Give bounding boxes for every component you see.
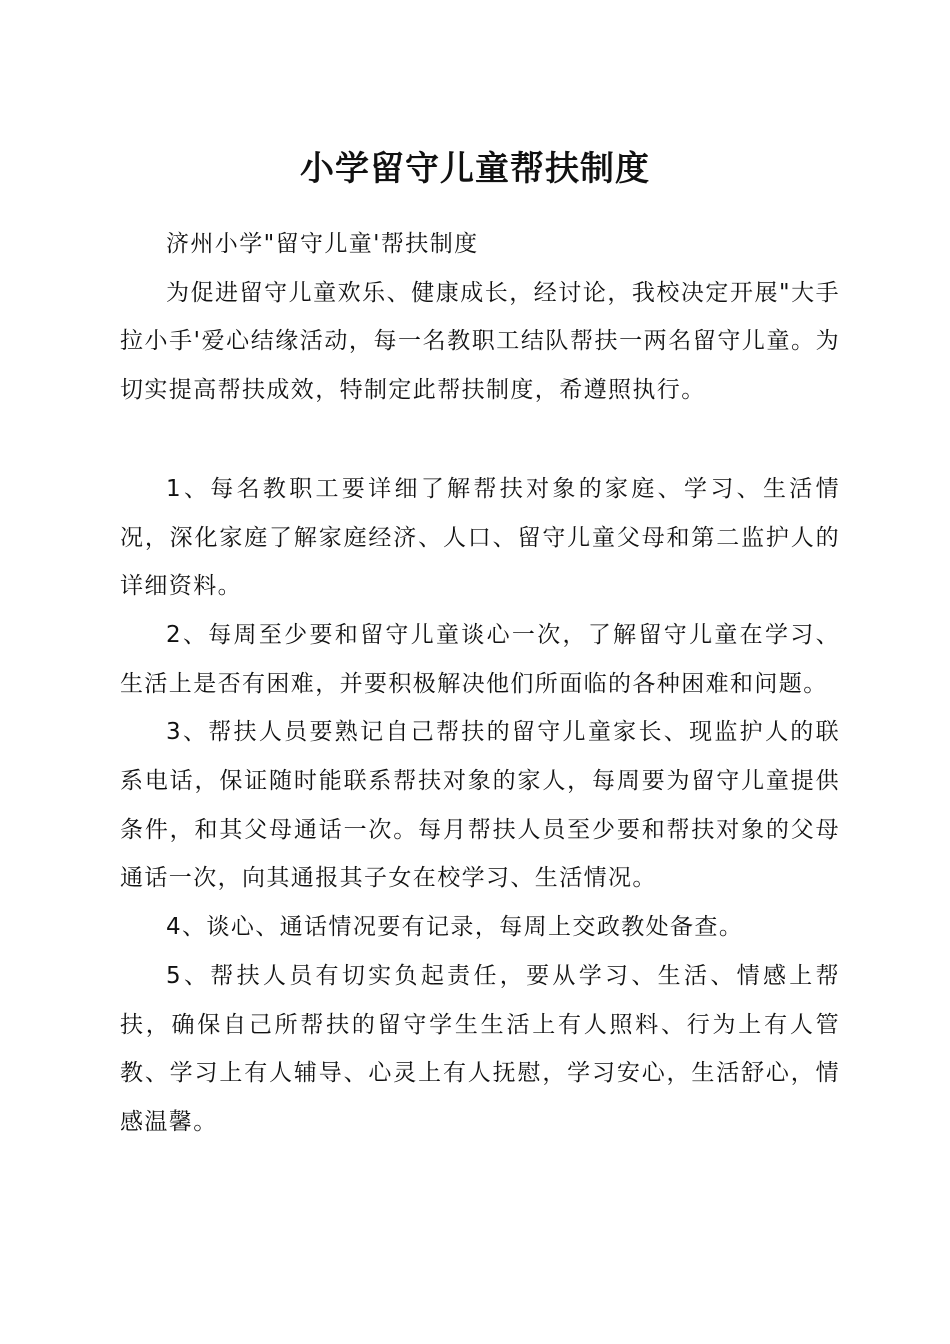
rule-item-1: 1、每名教职工要详细了解帮扶对象的家庭、学习、生活情况，深化家庭了解家庭经济、人口、留守儿童父母和第二监护人的详细资料。 <box>120 475 840 600</box>
intro-paragraph: 为促进留守儿童欢乐、健康成长，经讨论，我校决定开展"大手拉小手'爱心结缘活动，每一名教职工结队帮扶一两名留守儿童。为切实提高帮扶成效，特制定此帮扶制度，希遵照执行。 <box>120 279 840 404</box>
document-subtitle: 济州小学"留守儿童'帮扶制度 <box>166 231 479 257</box>
document-body <box>120 220 840 1147</box>
paragraph-spacer <box>120 415 840 465</box>
rule-item-4: 4、谈心、通话情况要有记录，每周上交政教处备查。 <box>166 914 744 941</box>
rule-item-2: 2、每周至少要和留守儿童谈心一次，了解留守儿童在学习、生活上是否有困难，并要积极解决他们所面临的各种困难和问题。 <box>120 621 840 697</box>
document-title: 小学留守儿童帮扶制度 <box>300 149 650 189</box>
rule-item-3: 3、帮扶人员要熟记自己帮扶的留守儿童家长、现监护人的联系电话，保证随时能联系帮扶对象的家人，每周要为留守儿童提供条件，和其父母通话一次。每月帮扶人员至少要和帮扶对象的父母通话一次，向其通报其子女在校学习、生活情况。 <box>120 719 840 892</box>
rule-item-5: 5、帮扶人员有切实负起责任，要从学习、生活、情感上帮扶，确保自己所帮扶的留守学生生活上有人照料、行为上有人管教、学习上有人辅导、心灵上有人抚慰，学习安心，生活舒心，情感温馨。 <box>120 962 840 1135</box>
